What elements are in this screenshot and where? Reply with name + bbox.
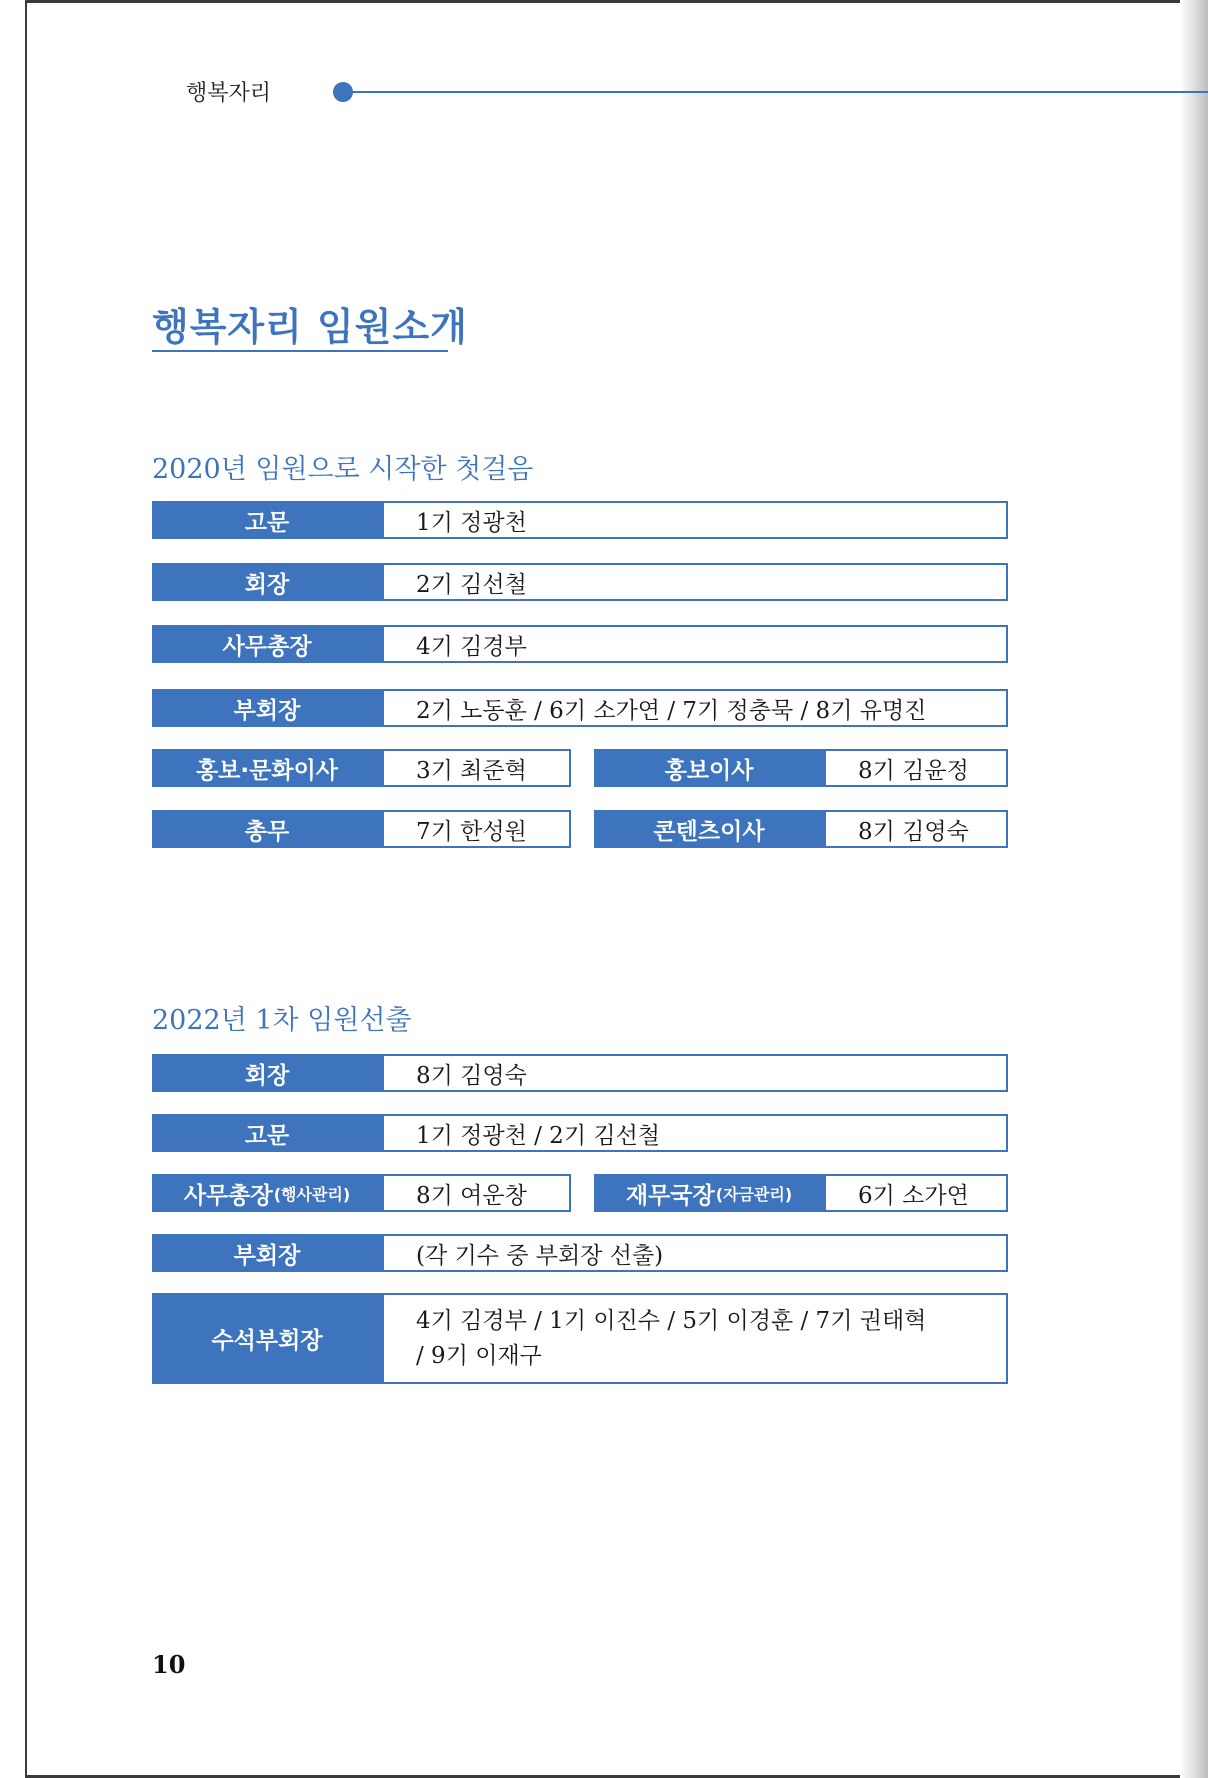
member-value: 8기 김영숙 xyxy=(382,1054,1008,1092)
table-row xyxy=(152,563,1008,601)
role-label: 부회장 xyxy=(152,689,382,727)
member-value-line: 4기 김경부 / 1기 이진수 / 5기 이경훈 / 7기 권태혁 xyxy=(416,1307,927,1334)
page-edge-shadow xyxy=(1180,0,1208,1778)
table-row xyxy=(152,689,1008,727)
member-value: 1기 정광천 xyxy=(382,501,1008,539)
member-value: (각 기수 중 부회장 선출) xyxy=(382,1234,1008,1272)
member-value: 2기 노동훈 / 6기 소가연 / 7기 정충묵 / 8기 유명진 xyxy=(382,689,1008,727)
role-label-sub: (행사관리) xyxy=(273,1184,351,1204)
table-row xyxy=(152,1293,1008,1384)
role-label: 회장 xyxy=(152,563,382,601)
member-value: 6기 소가연 xyxy=(824,1174,1008,1212)
page-title: 행복자리 임원소개 xyxy=(152,305,468,349)
table-row xyxy=(152,1114,1008,1152)
role-label: 부회장 xyxy=(152,1234,382,1272)
role-label xyxy=(594,1174,824,1212)
member-value: 8기 김영숙 xyxy=(824,810,1008,848)
table-row xyxy=(152,810,1008,848)
role-label: 사무총장 xyxy=(152,625,382,663)
table-row xyxy=(152,501,1008,539)
role-label: 수석부회장 xyxy=(152,1293,382,1384)
title-underline xyxy=(152,350,448,352)
role-label-main: 재무국장 xyxy=(625,1182,715,1209)
member-value: 8기 여운창 xyxy=(382,1174,571,1212)
role-label: 고문 xyxy=(152,1114,382,1152)
section-title-2020: 2020년 임원으로 시작한 첫걸음 xyxy=(152,454,534,485)
role-label: 콘텐츠이사 xyxy=(594,810,824,848)
table-row xyxy=(152,625,1008,663)
role-label: 회장 xyxy=(152,1054,382,1092)
role-label: 고문 xyxy=(152,501,382,539)
member-value: 3기 최준혁 xyxy=(382,749,571,787)
header-rule xyxy=(350,91,1208,93)
table-row xyxy=(152,1174,1008,1212)
member-value: 1기 정광천 / 2기 김선철 xyxy=(382,1114,1008,1152)
role-label: 홍보·문화이사 xyxy=(152,749,382,787)
section-title-2022: 2022년 1차 임원선출 xyxy=(152,1005,412,1036)
role-label-sub: (자금관리) xyxy=(715,1184,793,1204)
member-value: 2기 김선철 xyxy=(382,563,1008,601)
member-value: 4기 김경부 xyxy=(382,625,1008,663)
role-label: 홍보이사 xyxy=(594,749,824,787)
member-value xyxy=(382,1293,1008,1384)
page-frame-top xyxy=(25,0,1208,3)
role-label-main: 사무총장 xyxy=(183,1182,273,1209)
member-value: 7기 한성원 xyxy=(382,810,571,848)
table-row xyxy=(152,1234,1008,1272)
role-label: 총무 xyxy=(152,810,382,848)
running-head: 행복자리 xyxy=(186,81,272,106)
page-number: 10 xyxy=(152,1650,186,1679)
member-value: 8기 김윤정 xyxy=(824,749,1008,787)
member-value-line: / 9기 이재구 xyxy=(416,1342,542,1369)
table-row xyxy=(152,1054,1008,1092)
role-label xyxy=(152,1174,382,1212)
page-frame-left xyxy=(0,0,27,1778)
table-row xyxy=(152,749,1008,787)
